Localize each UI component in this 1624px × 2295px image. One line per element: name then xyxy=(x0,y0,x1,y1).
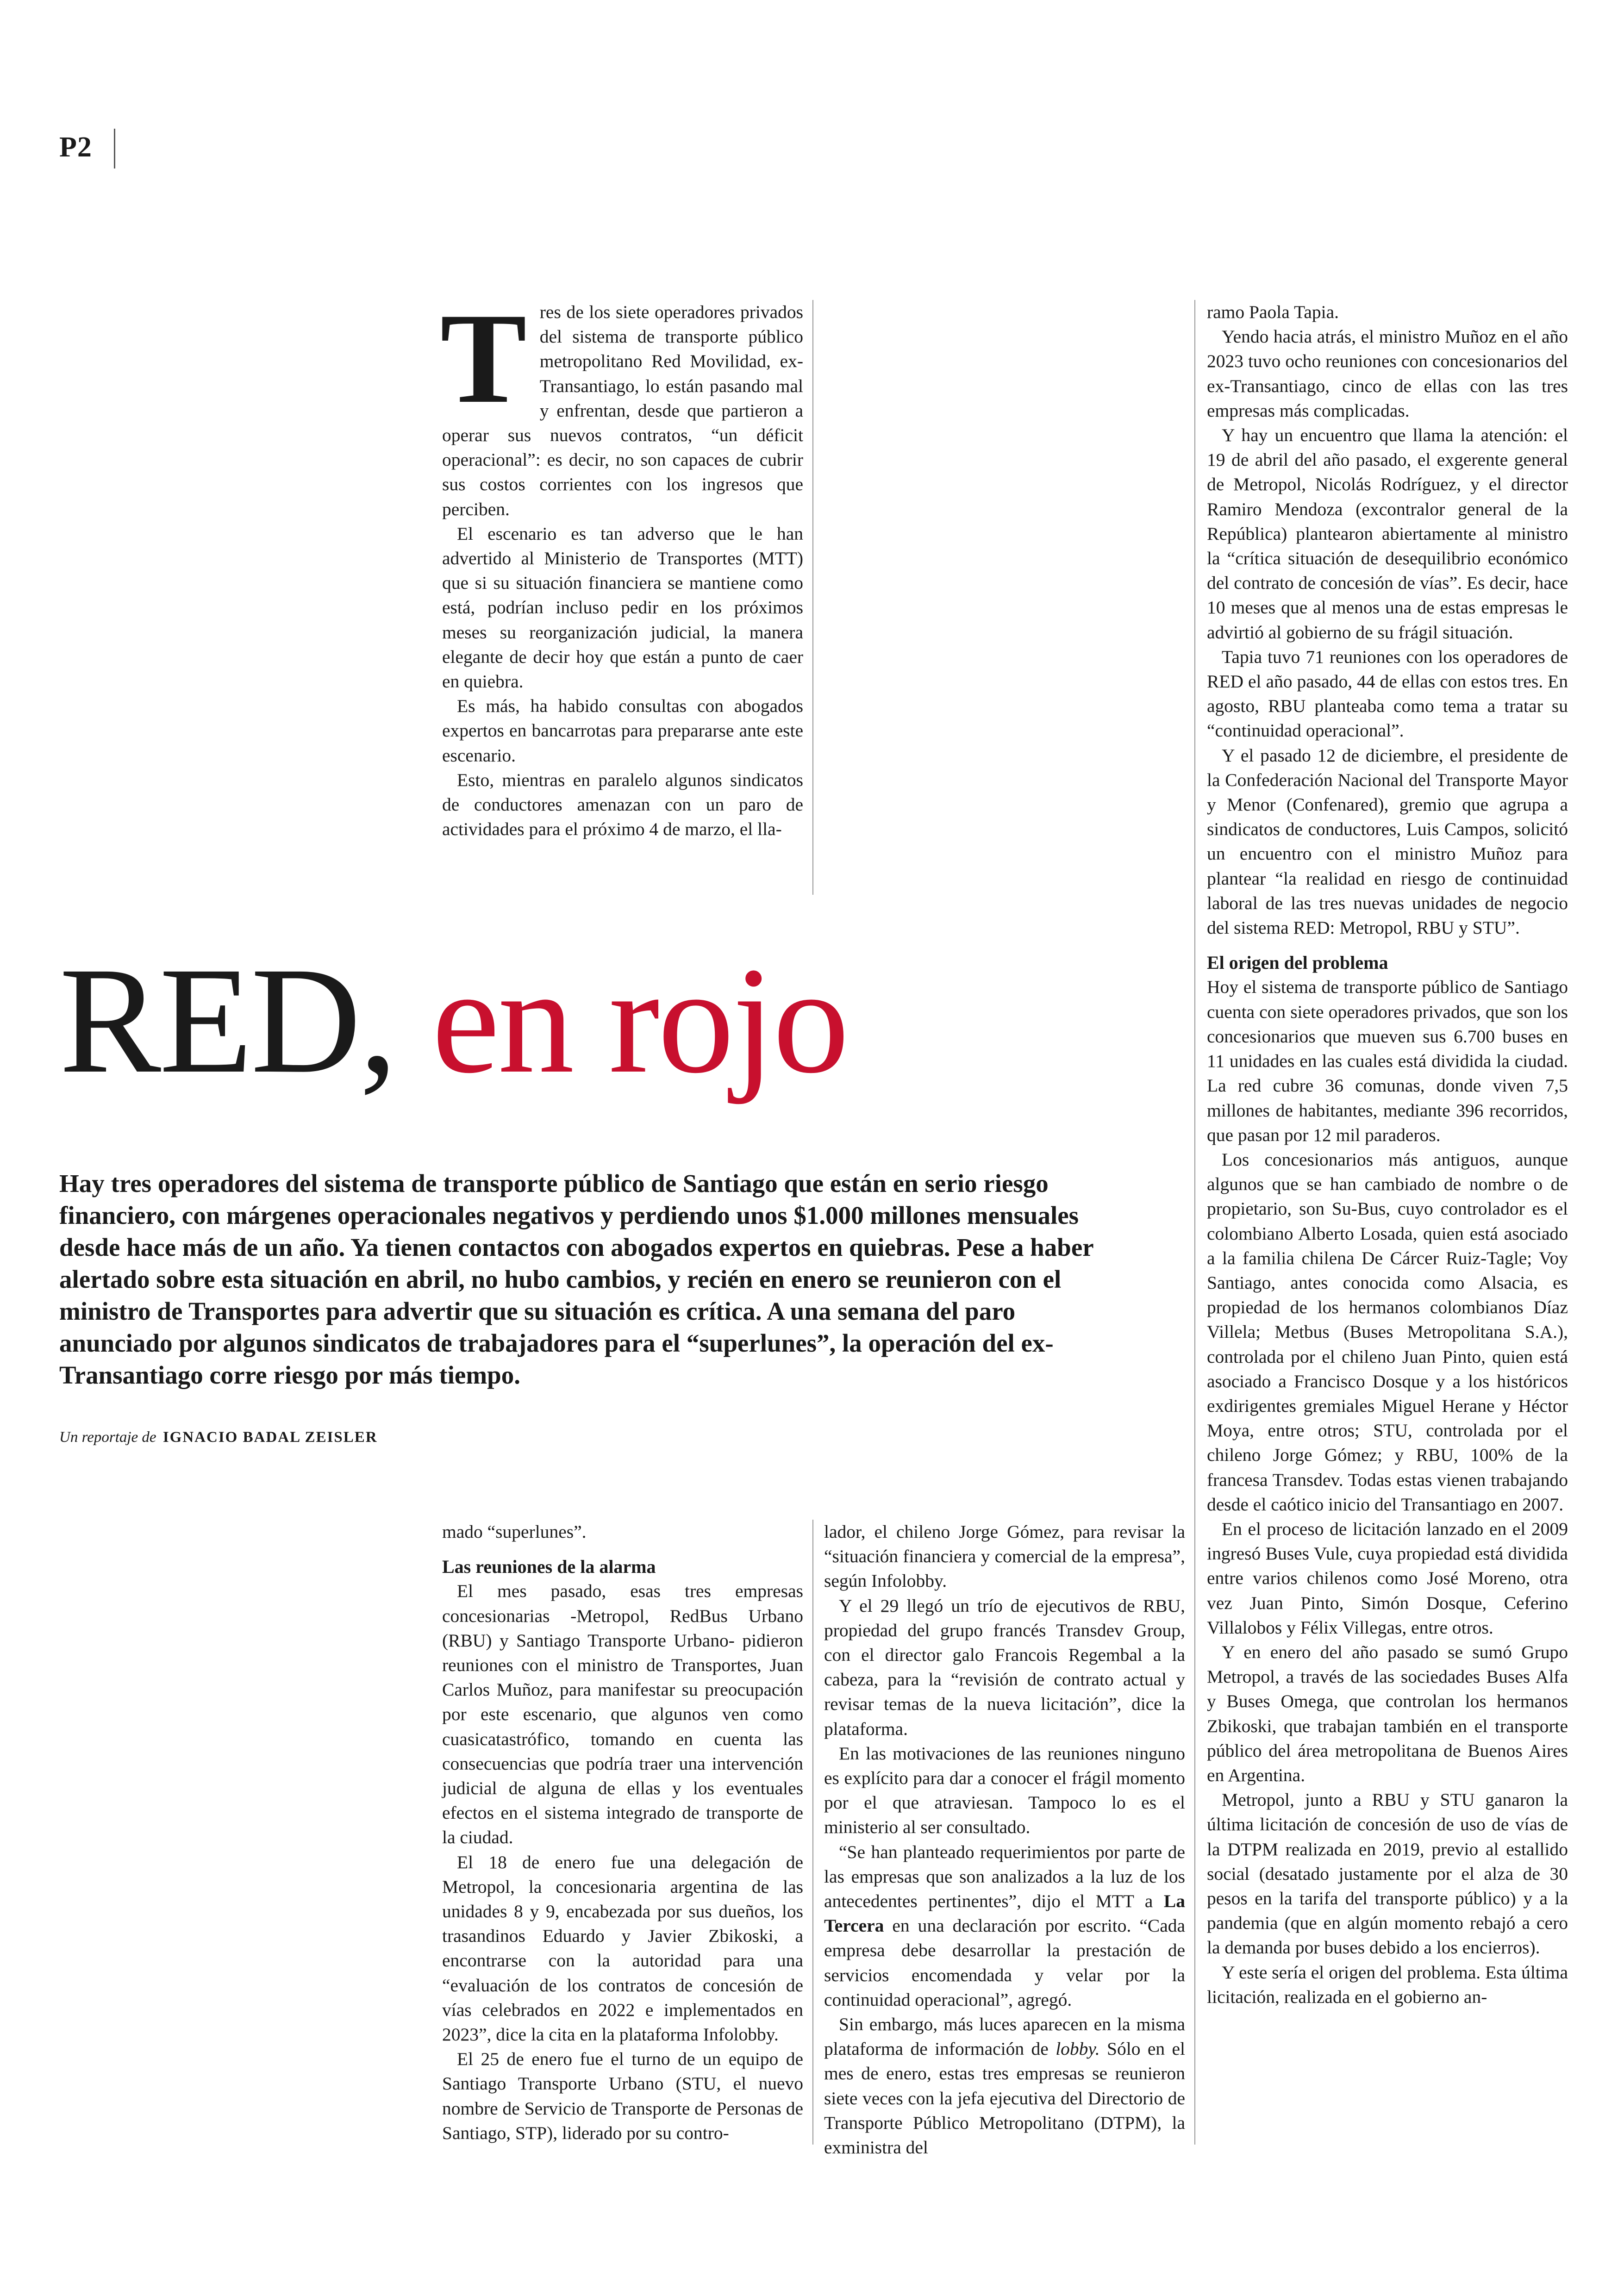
body-paragraph: El 25 de enero fue el turno de un equipo de Santiago Transporte Urbano (STU, el nuevo nombre de Servicio de Transporte de Personas de Santiago, STP), liderado por su contro- xyxy=(442,2049,803,2143)
column-divider xyxy=(812,1520,813,2145)
right-column xyxy=(1207,300,1568,2009)
drop-cap: T xyxy=(440,286,527,430)
body-paragraph: ramo Paola Tapia. xyxy=(1207,302,1339,322)
body-paragraph: El mes pasado, esas tres empresas concesionarias -Metropol, RedBus Urbano (RBU) y Santiago Transporte Urbano- pidieron reuniones con el ministro de Transportes, Juan Carlos Muñoz, para manifestar su preocupación por este escenario, que algunos ven como cuasicatastrófico, tomando en cuenta las consecuencias que podría traer una intervención judicial de alguna de ellas y los eventuales efectos en el sistema integrado de transporte de la ciudad. xyxy=(442,1581,803,1848)
byline-prefix: Un reportaje de xyxy=(59,1429,156,1446)
text-span: Sólo en el mes de enero, estas tres empresas se reunieron siete veces con la jefa ejecutiva del Directorio de Transporte Público Metropolitano (DTPM), la exministra del xyxy=(824,2039,1185,2158)
body-paragraph: En el proceso de licitación lanzado en el 2009 ingresó Buses Vule, cuya propiedad está dividida entre varios chilenos como José Moreno, otra vez Juan Pinto, Simón Dosque, Ceferino Villalobos y Félix Villegas, entre otros. xyxy=(1207,1518,1568,1638)
text-span: Sin embargo, más luces aparecen en la misma plataforma de información de xyxy=(824,2014,1185,2059)
newspaper-name: La Tercera xyxy=(824,1891,1185,1936)
text-span: en una declaración por escrito. “Cada empresa debe desarrollar la prestación de servicios encomendada y velar por la continuidad operacional”, agregó. xyxy=(824,1915,1186,2010)
headline xyxy=(59,936,848,1105)
body-paragraph: Hoy el sistema de transporte público de Santiago cuenta con siete operadores privados, que son los concesionarios que mueven sus 6.700 buses en 11 unidades en las cuales está dividida la ciudad. La red cubre 36 comunas, donde viven 7,5 millones de habitantes, mediante 396 recorridos, que pasan por 12 mil paraderos. xyxy=(1207,977,1568,1145)
body-paragraph: Metropol, junto a RBU y STU ganaron la última licitación de concesión de uso de vías de la DTPM realizada en 2019, previo al estallido social (desatado justamente por el alza de 30 pesos en la tarifa del transporte público) y a la pandemia (que en algún momento rebajó a cero la demanda por buses debido a los encierros). xyxy=(1207,1790,1568,1958)
body-paragraph: Tapia tuvo 71 reuniones con los operadores de RED el año pasado, 44 de ellas con estos tres. En agosto, RBU planteaba como tema a tratar su “continuidad operacional”. xyxy=(1207,646,1568,741)
intro-paragraph: Esto, mientras en paralelo algunos sindicatos de conductores amenazan con un paro de actividades para el próximo 4 de marzo, el lla- xyxy=(442,769,803,840)
byline-author: IGNACIO BADAL ZEISLER xyxy=(162,1429,378,1446)
intro-paragraph: res de los siete operadores privados del sistema de transporte público metropolitano Red Movilidad, ex-Transantiago, lo están pasando mal y enfrentan, desde que partieron a operar sus nuevos contratos, “un déficit operacional”: es decir, no son capaces de cubrir sus costos corrientes con los ingresos que perciben. xyxy=(442,302,803,519)
body-paragraph: Y este sería el origen del problema. Esta última licitación, realizada en el gobierno an- xyxy=(1207,1962,1568,2007)
lede: Hay tres operadores del sistema de transporte público de Santiago que están en serio riesgo financiero, con márgenes operacionales negativos y perdiendo unos $1.000 millones mensuales desde hace más de un año. Ya tienen contactos con abogados expertos en quiebras. Pese a haber alertado sobre esta situación en abril, no hubo cambios, y recién en enero se reunieron con el ministro de Transportes para advertir que su situación es crítica. A una semana del paro anunciado por algunos sindicatos de trabajadores para el “superlunes”, la operación del ex-Transantiago corre riesgo por más tiempo. xyxy=(59,1169,1093,1389)
body-paragraph: Yendo hacia atrás, el ministro Muñoz en el año 2023 tuvo ocho reuniones con concesionarios del ex-Transantiago, cinco de ellas con las tres empresas más complicadas. xyxy=(1207,326,1568,421)
intro-paragraph: El escenario es tan adverso que le han advertido al Ministerio de Transportes (MTT) que si su situación financiera se mantiene como está, podrían incluso pedir en los próximos meses su reorganización judicial, la manera elegante de decir hoy que están a punto de caer en quiebra. xyxy=(442,523,803,692)
intro-column xyxy=(440,286,803,842)
body-paragraph: Y en enero del año pasado se sumó Grupo Metropol, a través de las sociedades Buses Alfa y Buses Omega, que controlan los hermanos Zbikoski, que trabajan también en el transporte público del área metropolitana de Buenos Aires en Argentina. xyxy=(1207,1641,1568,1785)
body-paragraph: El 18 de enero fue una delegación de Metropol, la concesionaria argentina de las unidades 8 y 9, encabezada por sus dueños, los trasandinos Eduardo y Javier Zbikoski, a encontrarse con la autoridad para una “evaluación de los contratos de concesión de vías celebrados en 2022 e implementados en 2023”, dice la cita en la plataforma Infolobby. xyxy=(442,1852,803,2045)
column-divider xyxy=(812,300,813,895)
intro-paragraph: Es más, ha habido consultas con abogados expertos en bancarrotas para prepararse ante este escenario. xyxy=(442,696,803,766)
continuation-text: mado “superlunes”. xyxy=(442,1522,587,1542)
column-divider xyxy=(1194,300,1195,2145)
body-paragraph: Y hay un encuentro que llama la atención: el 19 de abril del año pasado, el exgerente general de Metropol, Nicolás Rodríguez, y el director Ramiro Mendoza (excontralor general de la República) plantearon abiertamente al ministro la “crítica situación de desequilibrio económico del contrato de concesión de vías”. Es decir, hace 10 meses que al menos una de estas empresas le advirtió al gobierno de su frágil situación. xyxy=(1207,425,1568,642)
body-paragraph xyxy=(824,1840,1185,2012)
page-number-divider xyxy=(114,129,115,168)
body-paragraph: Los concesionarios más antiguos, aunque algunos que se han cambiado de nombre o de propietario, son Su-Bus, cuyo controlador es el colombiano Alberto Losada, quien está asociado a la familia chilena De Cárcer Ruiz-Tagle; Voy Santiago, antes conocida como Alsacia, es propiedad de los hermanos colombianos Díaz Villela; Metbus (Buses Metropolitana S.A.), controlada por el chileno Juan Pinto, quien está asociado a Francisco Dosque y a los históricos exdirigentes gremiales Miguel Herane y Héctor Moya, entre otros; STU, controlada por el chileno Jorge Gómez; y RBU, 100% de la francesa Transdev. Todas estas vienen trabajando desde el caótico inicio del Transantiago en 2007. xyxy=(1207,1149,1568,1515)
bottom-column-2 xyxy=(824,1520,1185,2160)
headline-part2: en rojo xyxy=(432,936,848,1105)
body-paragraph: Y el 29 llegó un trío de ejecutivos de RBU, propiedad del grupo francés Transdev Group, con el director galo Francois Regembal a la cabeza, para la “revisión de contrato actual y revisar temas de la nueva licitación”, dice la plataforma. xyxy=(824,1595,1185,1739)
body-paragraph: En las motivaciones de las reuniones ninguno es explícito para dar a conocer el frágil momento por el que atraviesan. Tampoco lo es el ministerio al ser consultado. xyxy=(824,1743,1185,1838)
text-span: “Se han planteado requerimientos por parte de las empresas que son analizados a la luz de los antecedentes pertinentes”, dijo el MTT a xyxy=(824,1841,1185,1912)
headline-part1: RED, xyxy=(59,936,396,1105)
byline xyxy=(59,1428,378,1447)
body-paragraph: Y el pasado 12 de diciembre, el presidente de la Confederación Nacional del Transporte Mayor y Menor (Confenared), gremio que agrupa a sindicatos de conductores, Luis Campos, solicitó un encuentro con el ministro Muñoz para plantear “la realidad en riesgo de continuidad laboral de las tres nuevas unidades de negocio del sistema RED: Metropol, RBU y STU”. xyxy=(1207,745,1568,938)
subhead-reuniones: Las reuniones de la alarma xyxy=(442,1556,656,1578)
bottom-column-1 xyxy=(442,1520,803,2145)
body-paragraph: lador, el chileno Jorge Gómez, para revisar la “situación financiera y comercial de la empresa”, según Infolobby. xyxy=(824,1522,1185,1591)
body-paragraph xyxy=(824,2012,1185,2160)
italic-term: lobby. xyxy=(1056,2039,1100,2059)
subhead-origen: El origen del problema xyxy=(1207,952,1388,973)
page-number: P2 xyxy=(59,131,92,163)
